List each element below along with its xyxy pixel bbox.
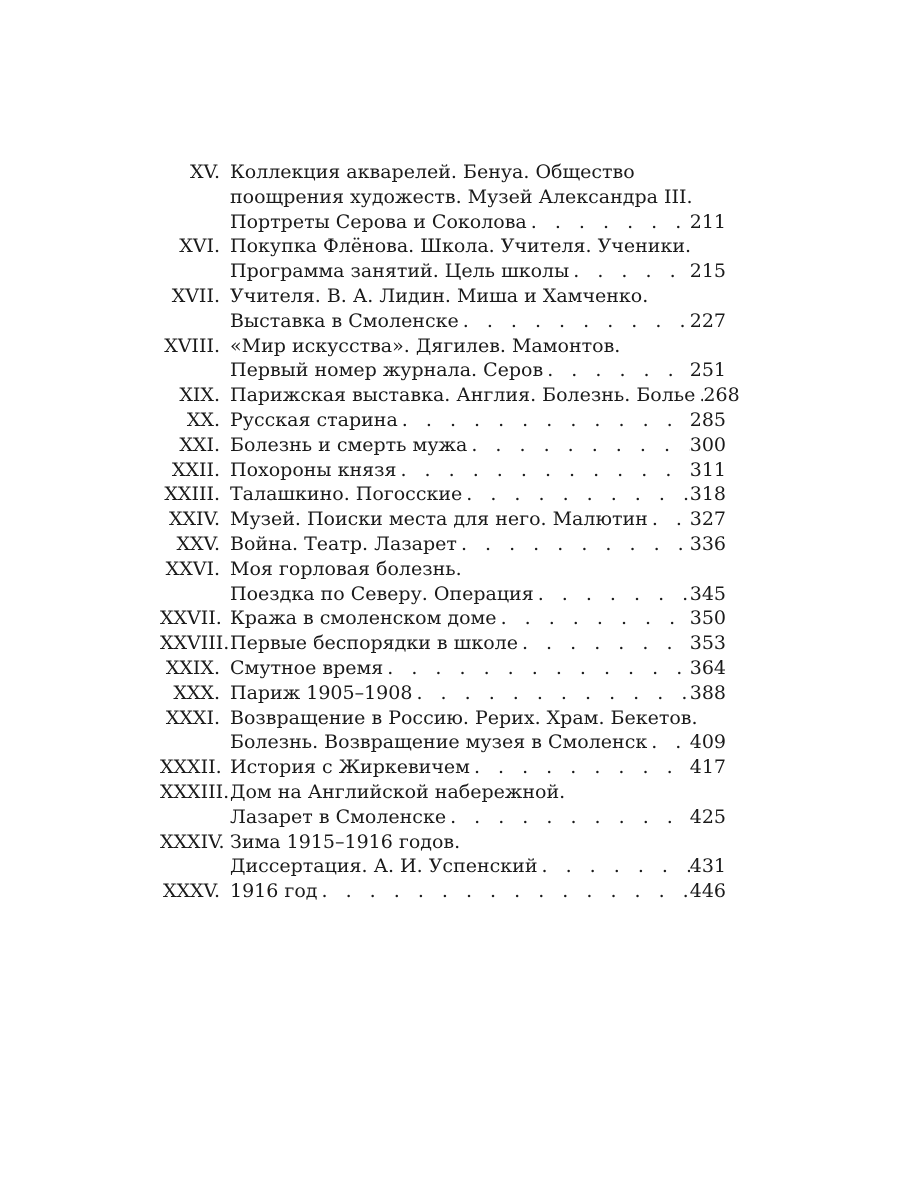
- chapter-title-line: История с Жиркевичем: [230, 756, 470, 779]
- page-number: 417: [689, 756, 726, 779]
- chapter-title-line: 1916 год: [230, 880, 318, 903]
- chapter-title-block: [230, 830, 726, 880]
- dot-leader: [318, 879, 690, 904]
- chapter-title-line: Музей. Поиски места для него. Малютин: [230, 508, 648, 531]
- chapter-title-block: [230, 631, 726, 656]
- chapter-title-block: [230, 780, 726, 830]
- page-number: 431: [689, 855, 726, 878]
- chapter-title-last-line: [230, 755, 726, 780]
- page-number: 353: [689, 632, 726, 655]
- chapter-title-line: Зима 1915–1916 годов.: [230, 830, 461, 853]
- toc-entry: [160, 234, 726, 284]
- chapter-title-last-line: [230, 730, 726, 755]
- toc-entry: [160, 631, 726, 656]
- chapter-number: XXVI.: [165, 557, 220, 580]
- chapter-title-line: Парижская выставка. Англия. Болезнь. Болье: [230, 384, 696, 407]
- chapter-title-line: Кража в смоленском доме: [230, 607, 497, 630]
- chapter-number: XV.: [190, 161, 220, 183]
- chapter-title-line: Поездка по Северу. Операция: [230, 582, 534, 605]
- chapter-title-last-line: [230, 309, 726, 334]
- toc-entry: [160, 656, 726, 681]
- chapter-title-block: [230, 656, 726, 681]
- chapter-title-block: [230, 284, 726, 334]
- page-number: 227: [689, 309, 726, 332]
- chapter-number: XIX.: [179, 384, 220, 407]
- chapter-title-last-line: [230, 805, 726, 830]
- toc-entry: [160, 830, 726, 880]
- dot-leader: [543, 358, 690, 383]
- chapter-title-line: Париж 1905–1908: [230, 681, 413, 704]
- chapter-title-block: [230, 408, 726, 433]
- chapter-number: XXIV.: [169, 508, 220, 531]
- chapter-title-last-line: [230, 606, 726, 631]
- chapter-title-line: «Мир искусства». Дягилев. Мамонтов.: [230, 334, 621, 357]
- chapter-title-line: Первый номер журнала. Серов: [230, 359, 544, 382]
- table-of-contents: [160, 160, 740, 904]
- chapter-title-last-line: [230, 210, 726, 235]
- chapter-title-last-line: [230, 681, 726, 706]
- chapter-title-line: Коллекция акварелей. Бенуа. Общество: [230, 161, 635, 183]
- chapter-title-line: Смутное время: [230, 656, 384, 679]
- chapter-number: XXXIV.: [160, 830, 225, 853]
- page-number: 409: [689, 731, 726, 754]
- chapter-title-block: [230, 681, 726, 706]
- chapter-title-last-line: [230, 358, 726, 383]
- chapter-title-block: [230, 433, 726, 458]
- chapter-title-line: Русская старина: [230, 408, 398, 431]
- chapter-title-block: [230, 507, 726, 532]
- chapter-title-block: [230, 706, 726, 756]
- dot-leader: [470, 755, 690, 780]
- chapter-number: XXV.: [176, 532, 220, 555]
- chapter-title-line: Программа занятий. Цель школы: [230, 260, 570, 283]
- chapter-title-line: Дом на Английской набережной.: [230, 780, 566, 803]
- page-number: 215: [689, 260, 726, 283]
- chapter-title-last-line: [230, 482, 726, 507]
- page-number: 350: [689, 607, 726, 630]
- chapter-title-last-line: [230, 507, 726, 532]
- chapter-title-line: Учителя. В. А. Лидин. Миша и Хамченко.: [230, 284, 649, 307]
- toc-entry: [160, 780, 726, 830]
- chapter-title-line: Похороны князя: [230, 458, 397, 481]
- page-number: 300: [689, 433, 726, 456]
- toc-entry: [160, 879, 726, 904]
- toc-entry: [160, 284, 726, 334]
- chapter-title-line: Диссертация. А. И. Успенский: [230, 855, 538, 878]
- page-number: 311: [689, 458, 726, 481]
- chapter-title-block: [230, 755, 726, 780]
- chapter-title-line: Талашкино. Погосские: [230, 483, 463, 506]
- dot-leader: [527, 210, 690, 235]
- page-number: 345: [689, 582, 726, 605]
- dot-leader: [518, 631, 690, 656]
- chapter-title-last-line: [230, 582, 726, 607]
- dot-leader: [538, 854, 690, 879]
- page-number: 211: [689, 210, 726, 233]
- chapter-title-last-line: [230, 408, 726, 433]
- dot-leader: [569, 259, 689, 284]
- dot-leader: [462, 482, 689, 507]
- chapter-number: XVI.: [179, 235, 220, 258]
- toc-entry: [160, 383, 740, 408]
- toc-entry: [160, 532, 726, 557]
- dot-leader: [647, 730, 690, 755]
- page-number: 336: [689, 532, 726, 555]
- dot-leader: [459, 309, 690, 334]
- chapter-title-line: Лазарет в Смоленске: [230, 805, 447, 828]
- dot-leader: [648, 507, 690, 532]
- page-number: 327: [689, 508, 726, 531]
- toc-entry: [160, 557, 726, 607]
- chapter-title-line: Портреты Серова и Соколова: [230, 210, 527, 233]
- chapter-title-line: Выставка в Смоленске: [230, 309, 459, 332]
- chapter-title-last-line: [230, 854, 726, 879]
- chapter-title-block: [230, 606, 726, 631]
- dot-leader: [497, 606, 690, 631]
- page-number: 388: [689, 681, 726, 704]
- chapter-number: XXXI.: [165, 706, 220, 729]
- dot-leader: [446, 805, 690, 830]
- chapter-number: XXXIII.: [160, 780, 230, 803]
- chapter-number: XXXII.: [160, 756, 222, 779]
- chapter-number: XXXV.: [162, 880, 220, 903]
- chapter-title-block: [230, 234, 726, 284]
- dot-leader: [467, 433, 689, 458]
- chapter-number: XVII.: [171, 284, 220, 307]
- chapter-title-block: [230, 334, 726, 384]
- page-number: 446: [689, 880, 726, 903]
- toc-entry: [160, 606, 726, 631]
- toc-entry: [160, 334, 726, 384]
- chapter-title-block: [230, 557, 726, 607]
- chapter-title-line: Война. Театр. Лазарет: [230, 532, 457, 555]
- page-number: 268: [703, 384, 740, 407]
- chapter-title-last-line: [230, 879, 726, 904]
- chapter-number: XXIX.: [165, 656, 220, 679]
- chapter-title-line: Покупка Флёнова. Школа. Учителя. Ученики.: [230, 235, 692, 258]
- chapter-number: XXIII.: [164, 483, 220, 506]
- chapter-title-last-line: [230, 433, 726, 458]
- dot-leader: [383, 656, 689, 681]
- toc-entry: [160, 681, 726, 706]
- dot-leader: [412, 681, 689, 706]
- chapter-title-last-line: [230, 458, 726, 483]
- page-number: 285: [689, 408, 726, 431]
- page-number: 364: [689, 656, 726, 679]
- chapter-number: XXVIII.: [160, 632, 230, 655]
- chapter-title-block: [230, 482, 726, 507]
- toc-entry: [160, 706, 726, 756]
- toc-entry: [160, 507, 726, 532]
- chapter-title-last-line: [230, 383, 740, 408]
- chapter-title-line: Возвращение в Россию. Рерих. Храм. Бекетов.: [230, 706, 698, 729]
- chapter-number: XXI.: [179, 433, 220, 456]
- page-number: 425: [689, 805, 726, 828]
- chapter-title-line: Болезнь. Возвращение музея в Смоленск: [230, 731, 648, 754]
- chapter-title-line: Моя горловая болезнь.: [230, 557, 462, 580]
- page-number: 318: [689, 483, 726, 506]
- chapter-number: XX.: [186, 408, 220, 431]
- chapter-title-line: поощрения художеств. Музей Александра III.: [230, 185, 693, 208]
- chapter-title-block: [230, 879, 726, 904]
- chapter-number: XXX.: [173, 681, 220, 704]
- toc-entry: [160, 458, 726, 483]
- chapter-number: XVIII.: [164, 334, 220, 357]
- toc-entry: [160, 408, 726, 433]
- chapter-title-last-line: [230, 631, 726, 656]
- chapter-title-last-line: [230, 259, 726, 284]
- chapter-title-block: [230, 160, 726, 234]
- dot-leader: [398, 408, 690, 433]
- chapter-title-last-line: [230, 656, 726, 681]
- toc-entry: [160, 482, 726, 507]
- dot-leader: [396, 458, 689, 483]
- toc-entry: [160, 433, 726, 458]
- chapter-number: XXII.: [171, 458, 220, 481]
- page-number: 251: [689, 359, 726, 382]
- toc-entry: [160, 160, 726, 234]
- chapter-title-line: Первые беспорядки в школе: [230, 632, 518, 655]
- chapter-number: XXVII.: [160, 607, 222, 630]
- chapter-title-line: Болезнь и смерть мужа: [230, 433, 468, 456]
- chapter-title-block: [230, 458, 726, 483]
- chapter-title-block: [230, 532, 726, 557]
- chapter-title-block: [230, 383, 740, 408]
- dot-leader: [534, 582, 690, 607]
- toc-entry: [160, 755, 726, 780]
- dot-leader: [695, 383, 703, 408]
- chapter-title-last-line: [230, 532, 726, 557]
- dot-leader: [457, 532, 690, 557]
